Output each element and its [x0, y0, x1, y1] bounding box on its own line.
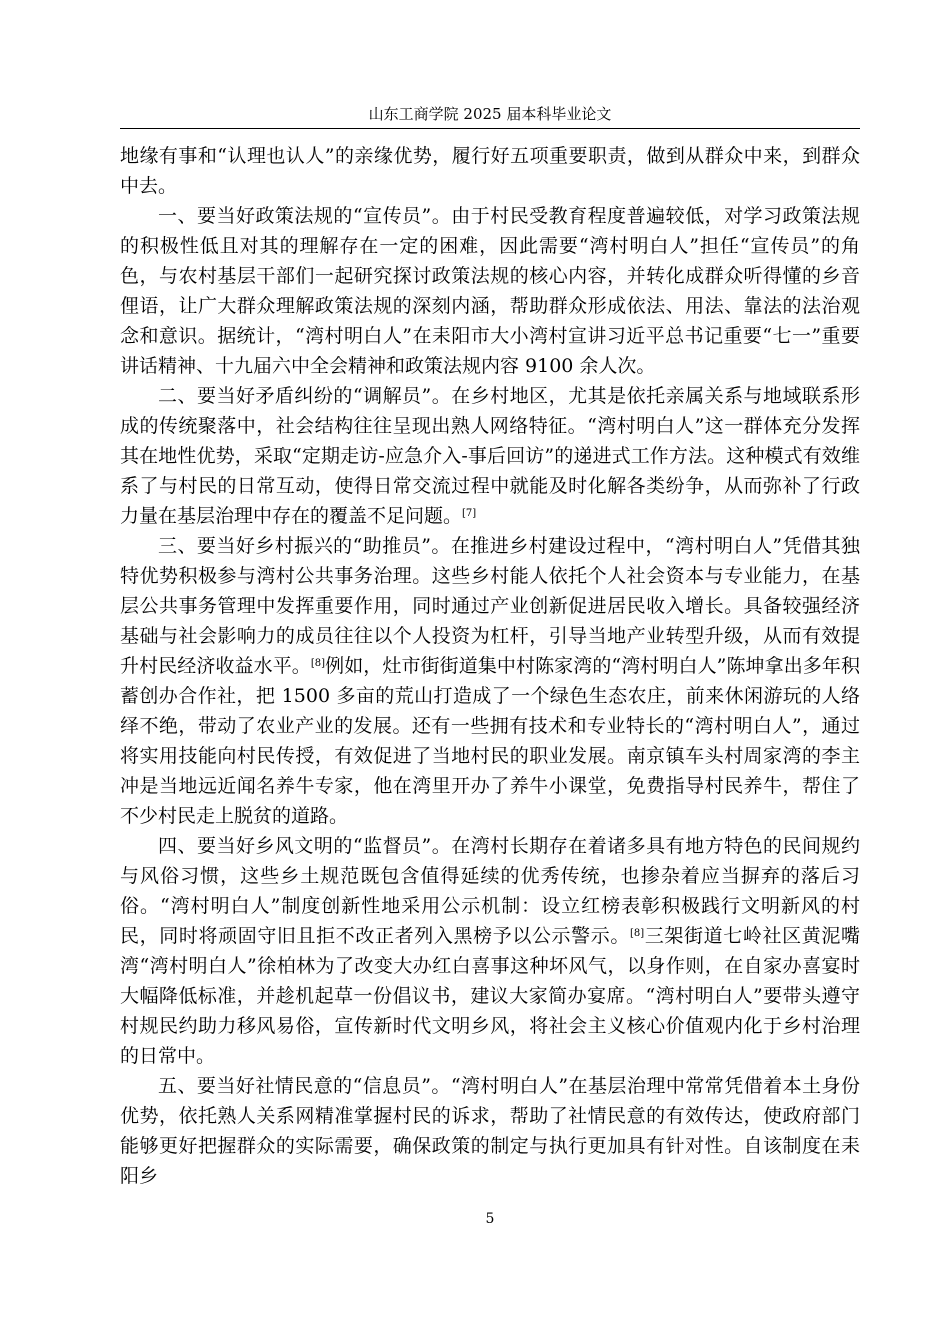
citation-ref: [7]: [462, 508, 477, 519]
paragraph-text: 一、要当好政策法规的“宣传员”。由于村民受教育程度普遍较低，对学习政策法规的积极性低且对其的理解存在一定的困难，因此需要“湾村明白人”担任“宣传员”的角色，与农村基层干部们一起研究探讨政策法规的核心内容，并转化成群众听得懂的乡音俚语，让广大群众理解政策法规的深刻内涵，帮助群众形成依法、用法、靠法的法治观念和意识。据统计，“湾村明白人”在耒阳市大小湾村宣讲习近平总书记重要“七一”重要讲话精神、十九届六中全会精神和政策法规内容 9100 余人次。: [120, 205, 860, 377]
paragraph-mediator: [120, 381, 860, 531]
paragraph-supervisor: [120, 831, 860, 1071]
paragraph-promoter: [120, 531, 860, 831]
running-header: 山东工商学院 2025 届本科毕业论文: [368, 105, 612, 123]
paragraph-propaganda: [120, 201, 860, 381]
citation-ref: [8]: [630, 928, 645, 939]
paragraph-text: 三、要当好乡村振兴的“助推员”。在推进乡村建设过程中，“湾村明白人”凭借其独特优势积极参与湾村公共事务治理。这些乡村能人依托个人社会资本与专业能力，在基层公共事务管理中发挥重要作用，同时通过产业创新促进居民收入增长。具备较强经济基础与社会影响力的成员往往以个人投资为杠杆，引导当地产业转型升级，从而有效提升村民经济收益水平。: [120, 535, 860, 677]
paragraph-text: 三架街道七岭社区黄泥嘴湾“湾村明白人”徐柏林为了改变大办红白喜事这种坏风气，以身作则，在自家办喜宴时大幅降低标准，并趁机起草一份倡议书，建议大家简办宴席。“湾村明白人”要带头遵守村规民约助力移风易俗，宣传新时代文明乡风，将社会主义核心价值观内化于乡村治理的日常中。: [120, 925, 860, 1067]
paragraph-text: 二、要当好矛盾纠纷的“调解员”。在乡村地区，尤其是依托亲属关系与地域联系形成的传统聚落中，社会结构往往呈现出熟人网络特征。“湾村明白人”这一群体充分发挥其在地性优势，采取“定期走访-应急介入-事后回访”的递进式工作方法。这种模式有效维系了与村民的日常互动，使得日常交流过程中就能及时化解各类纷争，从而弥补了行政力量在基层治理中存在的覆盖不足问题。: [120, 385, 860, 527]
paragraph-informant: [120, 1071, 860, 1191]
paragraph-text: 地缘有事和“认理也认人”的亲缘优势，履行好五项重要职责，做到从群众中来，到群众中去。: [120, 145, 860, 197]
paragraph-continuation: [120, 141, 860, 201]
header-divider: [120, 128, 860, 129]
paragraph-text: 四、要当好乡风文明的“监督员”。在湾村长期存在着诸多具有地方特色的民间规约与风俗习惯，这些乡土规范既包含值得延续的优秀传统，也掺杂着应当摒弃的落后习俗。“湾村明白人”制度创新性地采用公示机制：设立红榜表彰积极践行文明新风的村民，同时将顽固守旧且拒不改正者列入黑榜予以公示警示。: [120, 835, 860, 947]
body-text: [120, 141, 860, 1191]
page-number: 5: [485, 1211, 495, 1227]
paragraph-text: 五、要当好社情民意的“信息员”。“湾村明白人”在基层治理中常常凭借着本土身份优势，依托熟人关系网精准掌握村民的诉求，帮助了社情民意的有效传达，使政府部门能够更好把握群众的实际需要，确保政策的制定与执行更加具有针对性。自该制度在耒阳乡: [120, 1075, 860, 1187]
citation-ref: [8]: [310, 658, 326, 669]
paragraph-text: 例如，灶市街街道集中村陈家湾的“湾村明白人”陈坤拿出多年积蓄创办合作社，把 1500 多亩的荒山打造成了一个绿色生态农庄，前来休闲游玩的人络绎不绝，带动了农业产业的发展。还有一些拥有技术和专业特长的“湾村明白人”，通过将实用技能向村民传授，有效促进了当地村民的职业发展。南京镇车头村周家湾的李主冲是当地远近闻名养牛专家，他在湾里开办了养牛小课堂，免费指导村民养牛，帮住了不少村民走上脱贫的道路。: [120, 655, 860, 827]
